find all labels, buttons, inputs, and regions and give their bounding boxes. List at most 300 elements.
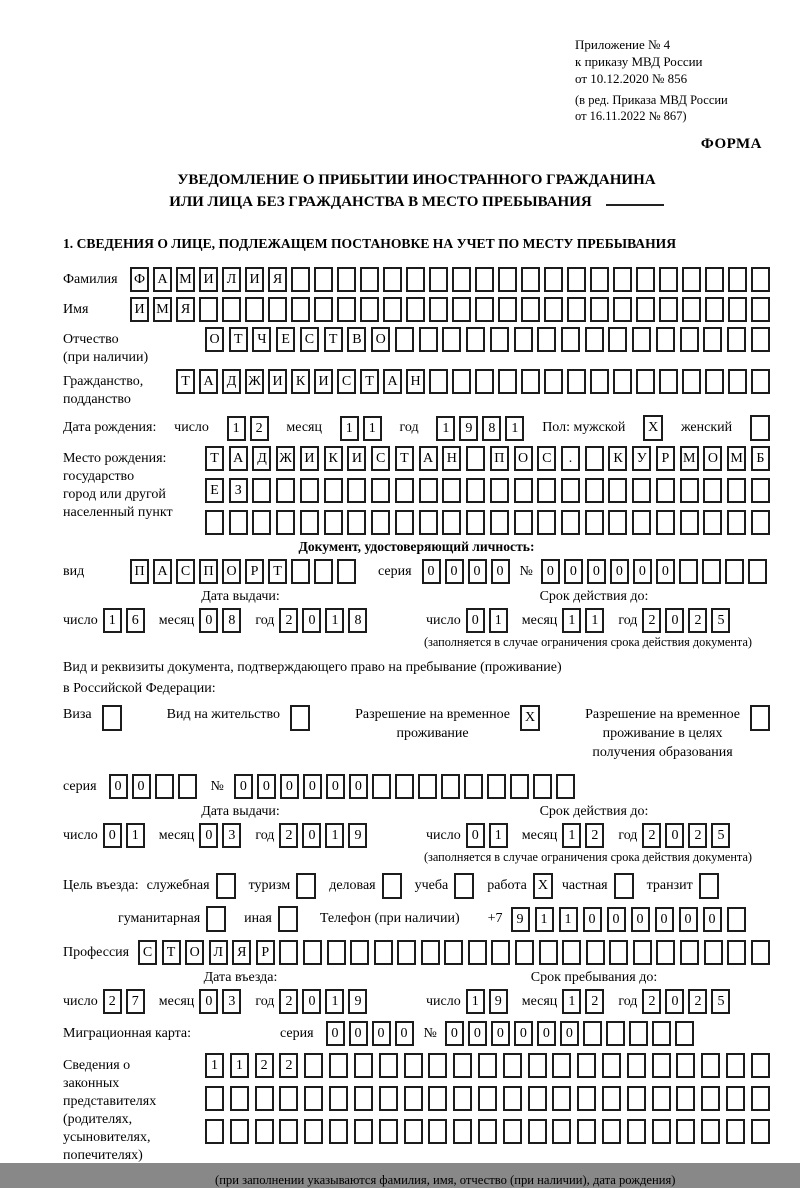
char-box[interactable]	[727, 940, 746, 965]
char-box[interactable]	[606, 1021, 625, 1046]
char-box[interactable]	[537, 478, 556, 503]
char-box[interactable]	[466, 327, 485, 352]
char-box[interactable]	[428, 1053, 447, 1078]
char-box[interactable]	[406, 297, 425, 322]
char-box[interactable]: 9	[489, 989, 508, 1014]
char-box[interactable]: 7	[126, 989, 145, 1014]
char-box[interactable]	[602, 1086, 621, 1111]
char-box[interactable]: 0	[537, 1021, 556, 1046]
char-box[interactable]	[590, 297, 609, 322]
char-box[interactable]: 2	[688, 823, 707, 848]
char-box[interactable]	[751, 1053, 770, 1078]
char-box[interactable]: И	[347, 446, 366, 471]
char-box[interactable]	[354, 1053, 373, 1078]
char-box[interactable]: И	[300, 446, 319, 471]
char-box[interactable]	[705, 297, 724, 322]
char-box[interactable]: Д	[252, 446, 271, 471]
char-box[interactable]	[406, 267, 425, 292]
char-box[interactable]	[379, 1119, 398, 1144]
char-box[interactable]: Ж	[245, 369, 264, 394]
char-box[interactable]	[680, 478, 699, 503]
char-box[interactable]	[633, 940, 652, 965]
char-box[interactable]: К	[608, 446, 627, 471]
char-box[interactable]	[503, 1053, 522, 1078]
char-box[interactable]	[300, 510, 319, 535]
char-box[interactable]	[379, 1086, 398, 1111]
char-box[interactable]	[676, 1053, 695, 1078]
char-box[interactable]	[703, 478, 722, 503]
purpose-work-checkbox[interactable]: X	[533, 873, 553, 899]
char-box[interactable]	[629, 1021, 648, 1046]
char-box[interactable]: 0	[199, 823, 218, 848]
char-box[interactable]: 1	[562, 823, 581, 848]
char-box[interactable]	[528, 1086, 547, 1111]
char-box[interactable]: У	[632, 446, 651, 471]
char-box[interactable]: А	[229, 446, 248, 471]
char-box[interactable]	[452, 297, 471, 322]
char-box[interactable]	[453, 1086, 472, 1111]
char-box[interactable]	[514, 510, 533, 535]
char-box[interactable]	[395, 774, 414, 799]
char-box[interactable]	[656, 327, 675, 352]
char-box[interactable]	[374, 940, 393, 965]
char-box[interactable]	[229, 510, 248, 535]
char-box[interactable]: 0	[607, 907, 626, 932]
char-box[interactable]	[205, 1086, 224, 1111]
char-box[interactable]	[205, 1119, 224, 1144]
char-box[interactable]	[441, 774, 460, 799]
char-box[interactable]	[652, 1021, 671, 1046]
char-box[interactable]	[314, 267, 333, 292]
char-box[interactable]	[252, 510, 271, 535]
char-box[interactable]	[337, 267, 356, 292]
char-box[interactable]: Т	[324, 327, 343, 352]
char-box[interactable]: Т	[205, 446, 224, 471]
char-box[interactable]: Е	[276, 327, 295, 352]
char-box[interactable]: М	[176, 267, 195, 292]
char-box[interactable]	[421, 940, 440, 965]
char-box[interactable]: А	[419, 446, 438, 471]
char-box[interactable]	[562, 940, 581, 965]
residence-permit-checkbox[interactable]	[290, 705, 310, 731]
char-box[interactable]	[552, 1119, 571, 1144]
char-box[interactable]: 0	[422, 559, 441, 584]
char-box[interactable]: 0	[468, 559, 487, 584]
char-box[interactable]	[656, 940, 675, 965]
char-box[interactable]: 0	[103, 823, 122, 848]
char-box[interactable]	[521, 267, 540, 292]
char-box[interactable]	[675, 1021, 694, 1046]
char-box[interactable]	[705, 369, 724, 394]
purpose-official-checkbox[interactable]	[216, 873, 236, 899]
char-box[interactable]	[727, 478, 746, 503]
char-box[interactable]: 0	[349, 1021, 368, 1046]
char-box[interactable]	[567, 369, 586, 394]
char-box[interactable]	[590, 369, 609, 394]
char-box[interactable]: 0	[703, 907, 722, 932]
char-box[interactable]	[510, 774, 529, 799]
purpose-humanitarian-checkbox[interactable]	[206, 906, 226, 932]
char-box[interactable]: 2	[279, 1053, 298, 1078]
char-box[interactable]	[498, 369, 517, 394]
char-box[interactable]: 3	[222, 823, 241, 848]
char-box[interactable]: М	[680, 446, 699, 471]
char-box[interactable]	[442, 327, 461, 352]
char-box[interactable]	[552, 1086, 571, 1111]
char-box[interactable]	[429, 369, 448, 394]
char-box[interactable]: 3	[222, 989, 241, 1014]
char-box[interactable]	[632, 327, 651, 352]
char-box[interactable]: 0	[610, 559, 629, 584]
char-box[interactable]: 0	[280, 774, 299, 799]
char-box[interactable]	[324, 510, 343, 535]
char-box[interactable]	[727, 907, 746, 932]
char-box[interactable]	[608, 327, 627, 352]
char-box[interactable]: Р	[256, 940, 275, 965]
char-box[interactable]	[503, 1086, 522, 1111]
char-box[interactable]	[354, 1119, 373, 1144]
char-box[interactable]: 1	[489, 608, 508, 633]
char-box[interactable]: С	[300, 327, 319, 352]
char-box[interactable]: 1	[466, 989, 485, 1014]
char-box[interactable]	[608, 510, 627, 535]
char-box[interactable]	[442, 478, 461, 503]
char-box[interactable]	[418, 774, 437, 799]
char-box[interactable]	[428, 1119, 447, 1144]
char-box[interactable]	[360, 267, 379, 292]
char-box[interactable]	[478, 1086, 497, 1111]
char-box[interactable]: И	[199, 267, 218, 292]
char-box[interactable]: 0	[514, 1021, 533, 1046]
char-box[interactable]: Ф	[130, 267, 149, 292]
char-box[interactable]: 1	[436, 416, 455, 441]
char-box[interactable]: Д	[222, 369, 241, 394]
char-box[interactable]	[676, 1119, 695, 1144]
char-box[interactable]	[727, 510, 746, 535]
char-box[interactable]	[726, 1119, 745, 1144]
char-box[interactable]: 0	[109, 774, 128, 799]
char-box[interactable]: 1	[585, 608, 604, 633]
char-box[interactable]: 1	[325, 608, 344, 633]
char-box[interactable]	[478, 1119, 497, 1144]
char-box[interactable]: И	[245, 267, 264, 292]
char-box[interactable]	[379, 1053, 398, 1078]
char-box[interactable]	[230, 1119, 249, 1144]
char-box[interactable]: О	[185, 940, 204, 965]
char-box[interactable]	[429, 267, 448, 292]
char-box[interactable]: Л	[209, 940, 228, 965]
char-box[interactable]: С	[537, 446, 556, 471]
char-box[interactable]: 5	[711, 989, 730, 1014]
char-box[interactable]: 9	[348, 823, 367, 848]
char-box[interactable]: 5	[711, 823, 730, 848]
char-box[interactable]	[537, 327, 556, 352]
char-box[interactable]	[521, 297, 540, 322]
char-box[interactable]	[255, 1119, 274, 1144]
char-box[interactable]	[627, 1086, 646, 1111]
char-box[interactable]	[659, 267, 678, 292]
char-box[interactable]: 0	[445, 1021, 464, 1046]
char-box[interactable]	[291, 297, 310, 322]
char-box[interactable]	[552, 1053, 571, 1078]
char-box[interactable]: 5	[711, 608, 730, 633]
char-box[interactable]: 1	[559, 907, 578, 932]
purpose-study-checkbox[interactable]	[454, 873, 474, 899]
char-box[interactable]	[498, 267, 517, 292]
char-box[interactable]	[395, 510, 414, 535]
char-box[interactable]: 0	[631, 907, 650, 932]
char-box[interactable]: Я	[232, 940, 251, 965]
char-box[interactable]: 2	[642, 608, 661, 633]
char-box[interactable]: 0	[468, 1021, 487, 1046]
char-box[interactable]: М	[727, 446, 746, 471]
char-box[interactable]	[590, 267, 609, 292]
char-box[interactable]	[337, 559, 356, 584]
purpose-transit-checkbox[interactable]	[699, 873, 719, 899]
char-box[interactable]: .	[561, 446, 580, 471]
char-box[interactable]: 0	[491, 1021, 510, 1046]
char-box[interactable]	[632, 478, 651, 503]
char-box[interactable]	[383, 297, 402, 322]
char-box[interactable]: 0	[466, 823, 485, 848]
char-box[interactable]	[679, 559, 698, 584]
char-box[interactable]: 0	[665, 608, 684, 633]
char-box[interactable]: Ж	[276, 446, 295, 471]
char-box[interactable]	[751, 327, 770, 352]
char-box[interactable]: Т	[268, 559, 287, 584]
char-box[interactable]	[682, 297, 701, 322]
char-box[interactable]: 0	[679, 907, 698, 932]
char-box[interactable]: 1	[363, 416, 382, 441]
char-box[interactable]	[561, 327, 580, 352]
char-box[interactable]	[314, 297, 333, 322]
char-box[interactable]	[703, 327, 722, 352]
char-box[interactable]	[627, 1053, 646, 1078]
char-box[interactable]	[728, 297, 747, 322]
char-box[interactable]: М	[153, 297, 172, 322]
char-box[interactable]: А	[199, 369, 218, 394]
char-box[interactable]	[466, 478, 485, 503]
char-box[interactable]: 2	[585, 989, 604, 1014]
char-box[interactable]	[602, 1053, 621, 1078]
char-box[interactable]	[585, 327, 604, 352]
char-box[interactable]: О	[205, 327, 224, 352]
char-box[interactable]: 0	[199, 989, 218, 1014]
char-box[interactable]	[602, 1119, 621, 1144]
char-box[interactable]	[291, 267, 310, 292]
char-box[interactable]	[360, 297, 379, 322]
char-box[interactable]	[586, 940, 605, 965]
char-box[interactable]: 0	[491, 559, 510, 584]
char-box[interactable]	[487, 774, 506, 799]
char-box[interactable]	[490, 327, 509, 352]
char-box[interactable]	[705, 267, 724, 292]
char-box[interactable]: 2	[103, 989, 122, 1014]
char-box[interactable]	[404, 1086, 423, 1111]
char-box[interactable]	[544, 267, 563, 292]
char-box[interactable]	[515, 940, 534, 965]
char-box[interactable]: В	[347, 327, 366, 352]
char-box[interactable]: 2	[279, 823, 298, 848]
char-box[interactable]	[751, 369, 770, 394]
purpose-business-checkbox[interactable]	[382, 873, 402, 899]
char-box[interactable]	[726, 1086, 745, 1111]
char-box[interactable]: 1	[562, 989, 581, 1014]
char-box[interactable]: 0	[303, 774, 322, 799]
sex-male-checkbox[interactable]: X	[643, 415, 663, 441]
char-box[interactable]	[544, 369, 563, 394]
char-box[interactable]: 0	[665, 989, 684, 1014]
char-box[interactable]: К	[291, 369, 310, 394]
char-box[interactable]: 1	[489, 823, 508, 848]
char-box[interactable]: 0	[564, 559, 583, 584]
char-box[interactable]: С	[176, 559, 195, 584]
char-box[interactable]	[748, 559, 767, 584]
char-box[interactable]: Т	[176, 369, 195, 394]
char-box[interactable]: 0	[349, 774, 368, 799]
char-box[interactable]: 0	[655, 907, 674, 932]
char-box[interactable]	[727, 327, 746, 352]
char-box[interactable]	[528, 1119, 547, 1144]
char-box[interactable]	[521, 369, 540, 394]
char-box[interactable]	[728, 369, 747, 394]
char-box[interactable]: 2	[255, 1053, 274, 1078]
char-box[interactable]	[354, 1086, 373, 1111]
char-box[interactable]: Т	[395, 446, 414, 471]
char-box[interactable]: 0	[583, 907, 602, 932]
char-box[interactable]	[350, 940, 369, 965]
char-box[interactable]	[279, 1119, 298, 1144]
char-box[interactable]	[577, 1053, 596, 1078]
sex-female-checkbox[interactable]	[750, 415, 770, 441]
char-box[interactable]	[327, 940, 346, 965]
char-box[interactable]: 1	[230, 1053, 249, 1078]
char-box[interactable]: О	[371, 327, 390, 352]
char-box[interactable]	[676, 1086, 695, 1111]
char-box[interactable]	[567, 297, 586, 322]
char-box[interactable]	[636, 297, 655, 322]
char-box[interactable]	[498, 297, 517, 322]
char-box[interactable]	[475, 297, 494, 322]
char-box[interactable]	[659, 369, 678, 394]
char-box[interactable]	[490, 510, 509, 535]
char-box[interactable]: 0	[560, 1021, 579, 1046]
char-box[interactable]	[304, 1086, 323, 1111]
char-box[interactable]	[252, 478, 271, 503]
char-box[interactable]	[726, 1053, 745, 1078]
char-box[interactable]	[701, 1119, 720, 1144]
char-box[interactable]	[279, 1086, 298, 1111]
char-box[interactable]	[751, 478, 770, 503]
char-box[interactable]	[656, 478, 675, 503]
char-box[interactable]	[475, 369, 494, 394]
char-box[interactable]	[514, 478, 533, 503]
char-box[interactable]: Б	[751, 446, 770, 471]
char-box[interactable]: 1	[205, 1053, 224, 1078]
char-box[interactable]	[636, 369, 655, 394]
char-box[interactable]	[276, 478, 295, 503]
char-box[interactable]: О	[222, 559, 241, 584]
char-box[interactable]	[585, 446, 604, 471]
temp-residence-checkbox[interactable]: X	[520, 705, 540, 731]
char-box[interactable]	[178, 774, 197, 799]
char-box[interactable]	[419, 510, 438, 535]
char-box[interactable]	[728, 267, 747, 292]
char-box[interactable]	[404, 1053, 423, 1078]
char-box[interactable]	[419, 327, 438, 352]
char-box[interactable]	[583, 1021, 602, 1046]
char-box[interactable]: О	[514, 446, 533, 471]
char-box[interactable]	[347, 510, 366, 535]
char-box[interactable]: С	[371, 446, 390, 471]
char-box[interactable]: Ч	[252, 327, 271, 352]
char-box[interactable]: И	[130, 297, 149, 322]
char-box[interactable]: Н	[442, 446, 461, 471]
char-box[interactable]	[442, 510, 461, 535]
purpose-private-checkbox[interactable]	[614, 873, 634, 899]
char-box[interactable]	[347, 478, 366, 503]
char-box[interactable]: 0	[395, 1021, 414, 1046]
char-box[interactable]	[268, 297, 287, 322]
char-box[interactable]: 2	[688, 608, 707, 633]
char-box[interactable]: 8	[222, 608, 241, 633]
char-box[interactable]	[324, 478, 343, 503]
char-box[interactable]	[491, 940, 510, 965]
char-box[interactable]	[468, 940, 487, 965]
char-box[interactable]: 0	[633, 559, 652, 584]
char-box[interactable]	[751, 940, 770, 965]
char-box[interactable]	[199, 297, 218, 322]
char-box[interactable]	[300, 478, 319, 503]
char-box[interactable]: Е	[205, 478, 224, 503]
char-box[interactable]	[725, 559, 744, 584]
char-box[interactable]: 9	[348, 989, 367, 1014]
char-box[interactable]	[751, 267, 770, 292]
char-box[interactable]: 0	[372, 1021, 391, 1046]
char-box[interactable]: Н	[406, 369, 425, 394]
char-box[interactable]: 2	[250, 416, 269, 441]
char-box[interactable]	[466, 446, 485, 471]
char-box[interactable]: 1	[505, 416, 524, 441]
char-box[interactable]	[205, 510, 224, 535]
char-box[interactable]: Т	[360, 369, 379, 394]
char-box[interactable]: П	[199, 559, 218, 584]
char-box[interactable]	[245, 297, 264, 322]
char-box[interactable]	[682, 267, 701, 292]
char-box[interactable]: 1	[562, 608, 581, 633]
char-box[interactable]: Т	[162, 940, 181, 965]
char-box[interactable]: Т	[229, 327, 248, 352]
char-box[interactable]: 0	[257, 774, 276, 799]
char-box[interactable]	[395, 478, 414, 503]
char-box[interactable]: С	[337, 369, 356, 394]
char-box[interactable]: 0	[466, 608, 485, 633]
char-box[interactable]	[395, 327, 414, 352]
char-box[interactable]: 2	[688, 989, 707, 1014]
char-box[interactable]: 8	[482, 416, 501, 441]
char-box[interactable]	[544, 297, 563, 322]
char-box[interactable]	[329, 1053, 348, 1078]
char-box[interactable]: 1	[227, 416, 246, 441]
char-box[interactable]	[466, 510, 485, 535]
char-box[interactable]	[701, 1053, 720, 1078]
char-box[interactable]	[704, 940, 723, 965]
char-box[interactable]	[453, 1053, 472, 1078]
char-box[interactable]	[609, 940, 628, 965]
char-box[interactable]: И	[314, 369, 333, 394]
char-box[interactable]	[585, 478, 604, 503]
char-box[interactable]	[751, 1086, 770, 1111]
